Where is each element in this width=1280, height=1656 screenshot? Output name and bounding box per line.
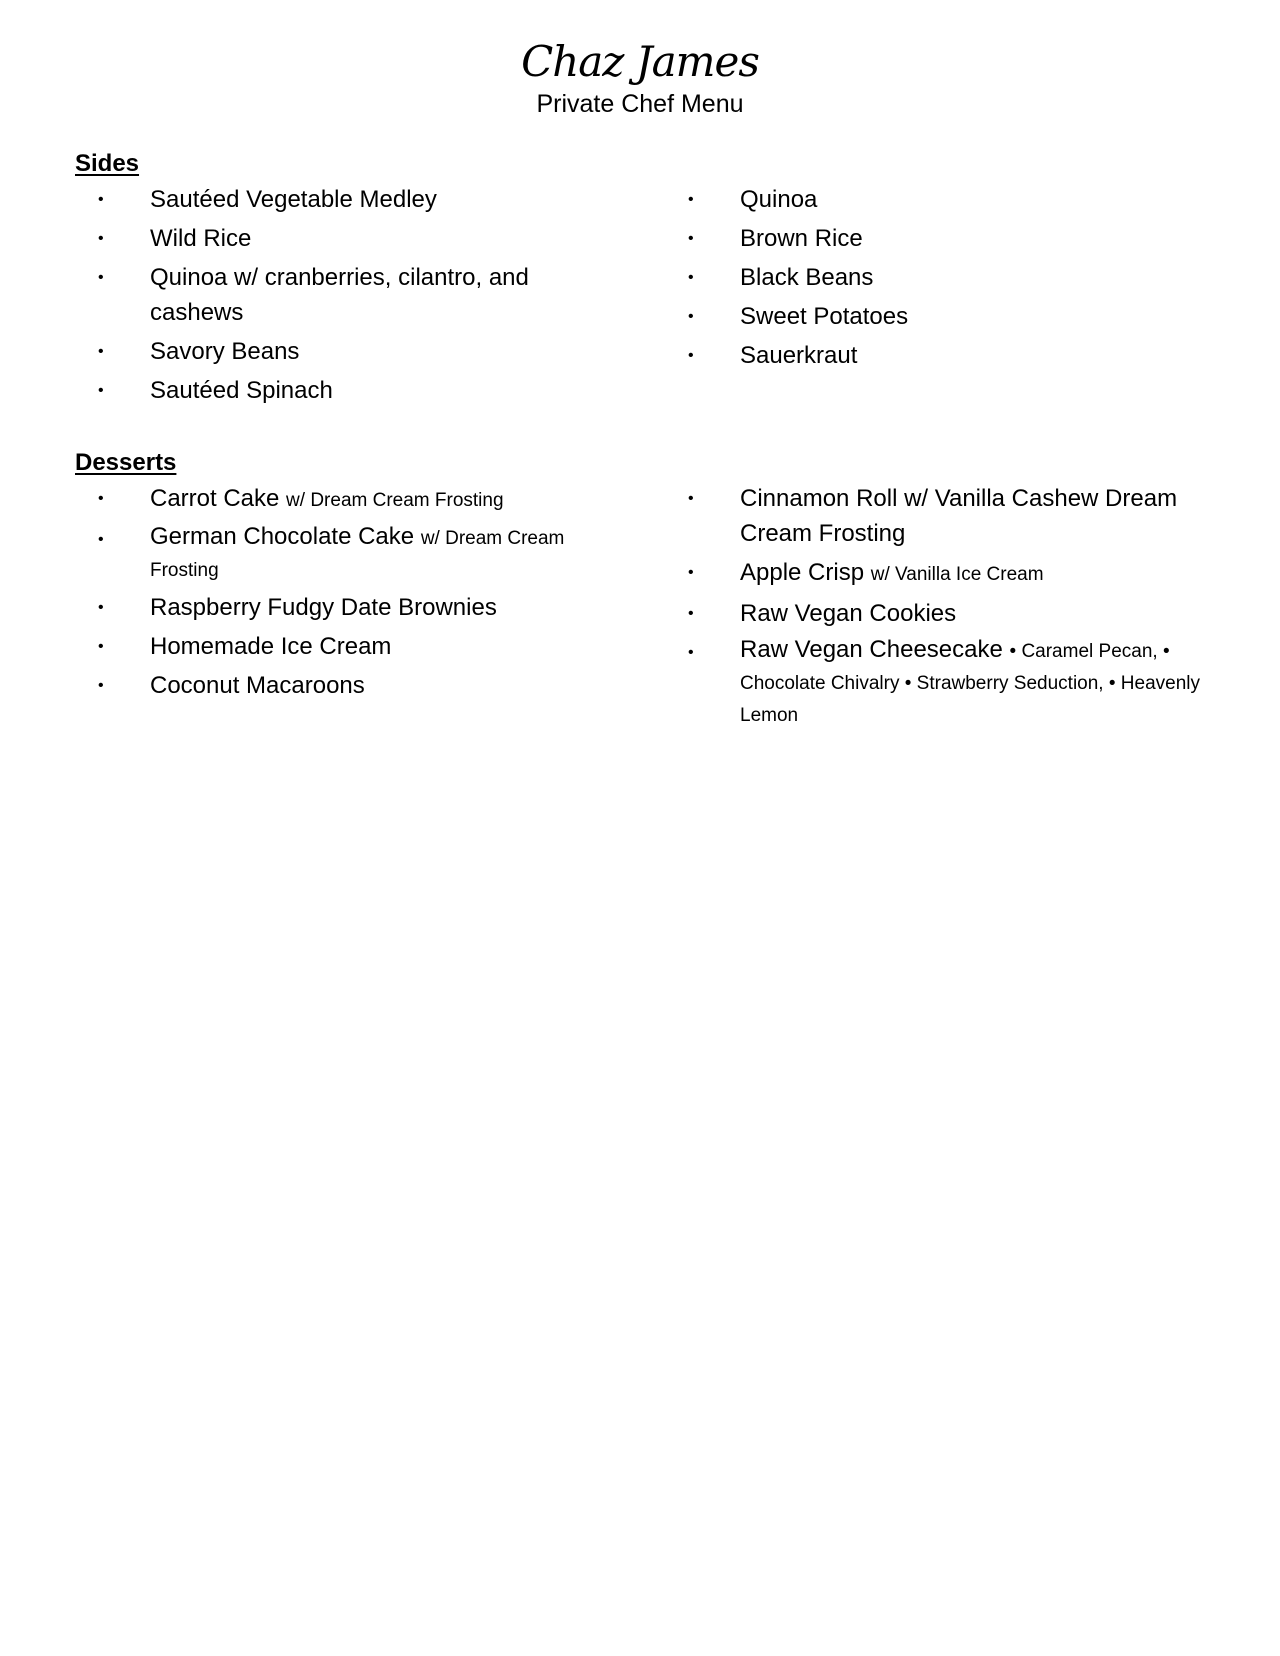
list-item: • Cinnamon Roll w/ Vanilla Cashew Dream Cream Frosting — [665, 481, 1225, 551]
list-item: • Black Beans — [665, 260, 1225, 295]
list-item: • Quinoa w/ cranberries, cilantro, and cashews — [75, 260, 605, 330]
list-item: • Coconut Macaroons — [75, 668, 605, 703]
bullet-icon: • — [98, 490, 104, 507]
bullet-icon: • — [98, 191, 104, 208]
bullet-icon: • — [98, 677, 104, 694]
list-item: • Homemade Ice Cream — [75, 629, 605, 664]
desserts-heading: Desserts — [75, 449, 177, 476]
bullet-icon: • — [98, 269, 104, 286]
bullet-icon: • — [98, 638, 104, 655]
list-item: • Sautéed Spinach — [75, 373, 605, 408]
list-item: • Savory Beans — [75, 334, 605, 369]
bullet-icon: • — [98, 230, 104, 247]
bullet-icon: • — [688, 191, 694, 208]
bullet-icon: • — [98, 599, 104, 616]
bullet-icon: • — [688, 490, 694, 507]
desserts-list-left — [75, 481, 605, 707]
list-item: • Sweet Potatoes — [665, 299, 1225, 334]
list-item: • Quinoa — [665, 182, 1225, 217]
sides-list-right — [665, 182, 1225, 377]
list-item: • Apple Crisp w/ Vanilla Ice Cream — [665, 555, 1225, 592]
list-item: • Brown Rice — [665, 221, 1225, 256]
bullet-icon: • — [688, 347, 694, 364]
list-item: • German Chocolate Cake w/ Dream Cream Frosting — [98, 523, 565, 581]
list-item: • Raspberry Fudgy Date Brownies — [75, 590, 605, 625]
list-item: • Raw Vegan Cheesecake • Caramel Pecan, • Chocolate Chivalry • Strawberry Seduction, • Heavenly Lemon — [688, 636, 1201, 726]
bullet-icon: • — [688, 269, 694, 286]
list-item: • Sauerkraut — [665, 338, 1225, 373]
sides-heading: Sides — [75, 150, 140, 177]
bullet-icon: • — [98, 531, 104, 548]
desserts-list-right — [665, 481, 1225, 735]
bullet-icon: • — [98, 382, 104, 399]
list-item: • Raw Vegan Cookies — [665, 596, 1225, 631]
bullet-icon: • — [688, 230, 694, 247]
menu-subtitle: Private Chef Menu — [536, 90, 744, 118]
list-item: • Sautéed Vegetable Medley — [75, 182, 605, 217]
bullet-icon: • — [688, 308, 694, 325]
chef-name-logo: Chaz James — [521, 37, 759, 86]
list-item: • Carrot Cake w/ Dream Cream Frosting — [75, 481, 605, 518]
bullet-icon: • — [98, 343, 104, 360]
list-item: • Wild Rice — [75, 221, 605, 256]
bullet-icon: • — [688, 564, 694, 581]
bullet-icon: • — [688, 605, 694, 622]
sides-list-left — [75, 182, 605, 412]
bullet-icon: • — [688, 644, 694, 661]
